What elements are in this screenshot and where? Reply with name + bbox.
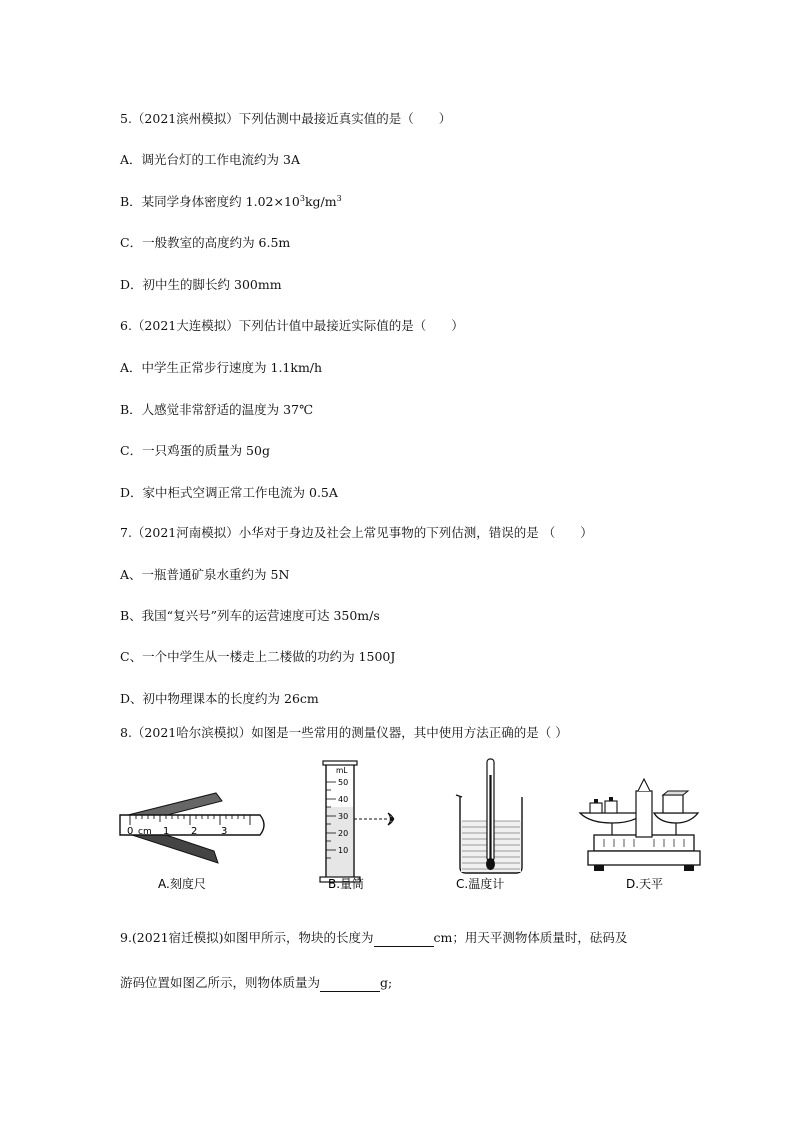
cylinder-tick-50: 50 [338, 778, 349, 787]
q9-line-2-pre: 游码位置如图乙所示，则物体质量为 [120, 975, 321, 990]
q9-blank-length[interactable] [374, 930, 434, 947]
q9-line-1-pre: 9.(2021宿迁模拟)如图甲所示，物块的长度为 [120, 930, 374, 945]
q5-option-b-text: B．某同学身体密度约 1.02×10 [120, 194, 300, 209]
q9-blank-mass[interactable] [320, 975, 380, 992]
q7-stem: 7.（2021河南模拟）小华对于身边及社会上常见事物的下列估测，错误的是 （ ） [120, 525, 593, 540]
q6-option-c: C．一只鸡蛋的质量为 50g [120, 443, 270, 458]
q9-line-2 [120, 975, 392, 992]
weight-small [590, 803, 602, 813]
q5-option-c: C．一般教室的高度约为 6.5m [120, 235, 291, 250]
q5-option-a: A．调光台灯的工作电流约为 3A [120, 152, 300, 167]
q5-option-b-exp: 3 [299, 193, 305, 203]
ruler-caption: A.刻度尺 [158, 877, 206, 891]
balance-base [588, 851, 700, 865]
ruler-tick-3: 3 [221, 826, 228, 837]
q6-stem: 6.（2021大连模拟）下列估计值中最接近实际值的是（ ） [120, 318, 464, 333]
balance-pillar [636, 791, 652, 837]
q5-option-d: D．初中生的脚长约 300mm [120, 277, 282, 292]
q6-option-b: B．人感觉非常舒适的温度为 37℃ [120, 402, 314, 417]
eye-pupil [390, 817, 394, 821]
cylinder-lip [323, 761, 357, 765]
ruler-tick-2: 2 [191, 826, 198, 837]
q7-option-d: D、初中物理课本的长度约为 26cm [120, 691, 319, 706]
object-block [663, 795, 683, 813]
q7-option-a: A、一瓶普通矿泉水重约为 5N [120, 567, 290, 582]
weight-medium [605, 801, 617, 813]
balance-figure [580, 779, 700, 891]
right-pan [654, 813, 698, 823]
q9-line-1-post: cm；用天平测物体质量时，砝码及 [433, 930, 628, 945]
object-block-top [663, 791, 688, 795]
balance-caption: D.天平 [626, 877, 664, 891]
cylinder-tick-30: 30 [338, 812, 349, 821]
thermometer-bulb [486, 858, 495, 870]
q5-option-b-unit-exp: 3 [336, 193, 342, 203]
ruler-tick-0: 0 [127, 826, 134, 837]
cylinder-tick-10: 10 [338, 846, 349, 855]
balance-foot-right [684, 865, 694, 871]
weight-small-knob [594, 799, 598, 803]
q9-line-2-post: g; [380, 975, 393, 990]
q5-option-b-unit: kg/m [304, 194, 337, 209]
ruler-figure [120, 793, 264, 891]
q5-stem: 5.（2021滨州模拟）下列估测中最接近真实值的是（ ） [120, 111, 452, 126]
balance-foot-left [594, 865, 604, 871]
left-pan [580, 813, 644, 823]
balance-pointer-top [638, 779, 650, 791]
cylinder-figure [320, 761, 394, 891]
cylinder-caption: B.量筒 [328, 877, 365, 891]
ruler-unit: cm [138, 827, 152, 837]
cylinder-tick-40: 40 [338, 795, 349, 804]
q7-option-c: C、一个中学生从一楼走上二楼做的功约为 1500J [120, 649, 396, 664]
q7-option-b: B、我国“复兴号”列车的运营速度可达 350m/s [120, 608, 380, 623]
beaker-spout [456, 795, 462, 797]
thermometer-figure [456, 759, 522, 891]
cylinder-tick-20: 20 [338, 829, 349, 838]
q6-option-d: D．家中柜式空调正常工作电流为 0.5A [120, 485, 338, 500]
q8-stem: 8.（2021哈尔滨模拟）如图是一些常用的测量仪器，其中使用方法正确的是（ ） [120, 725, 568, 740]
weight-medium-knob [609, 797, 613, 801]
cylinder-unit: mL [336, 766, 348, 775]
thermometer-caption: C.温度计 [456, 877, 505, 891]
q5-option-b [120, 194, 342, 210]
q9-line-1 [120, 930, 627, 947]
ruler-tick-1: 1 [163, 826, 170, 837]
q6-option-a: A．中学生正常步行速度为 1.1km/h [120, 360, 323, 375]
measuring-instruments-figure [118, 755, 708, 900]
